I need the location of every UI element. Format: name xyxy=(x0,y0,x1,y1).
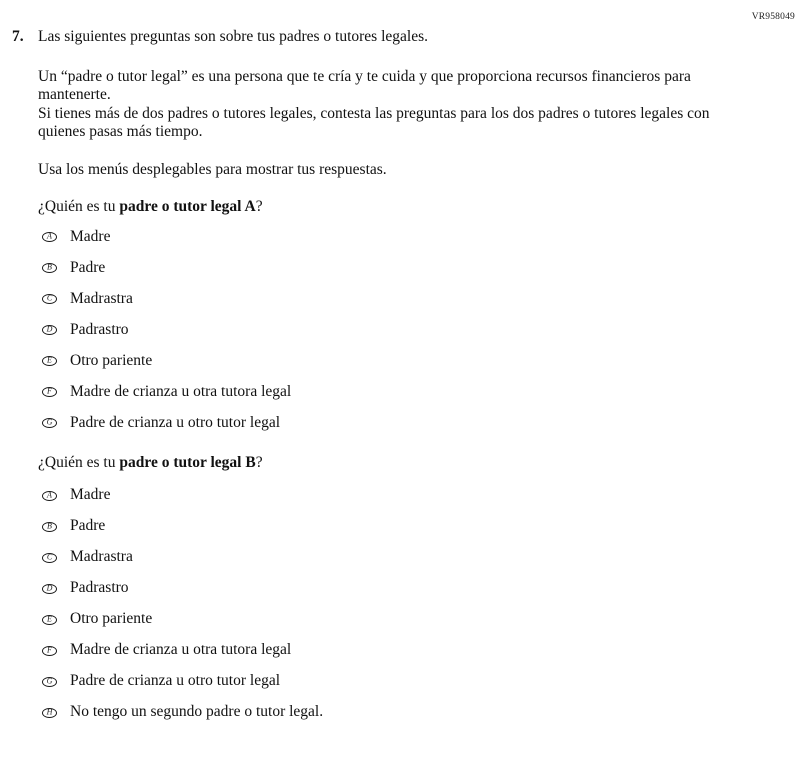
option-letter: B xyxy=(47,521,52,530)
option-bubble[interactable] xyxy=(42,646,57,656)
option-bubble[interactable] xyxy=(42,584,57,594)
subquestion-b-options xyxy=(38,480,733,728)
option-letter: C xyxy=(46,293,53,303)
option-letter: F xyxy=(47,645,52,654)
dropdown-instruction: Usa los menús desplegables para mostrar tus respuestas. xyxy=(38,160,387,178)
option-letter: A xyxy=(47,231,52,241)
option-label: Madre de crianza u otra tutora legal xyxy=(70,641,292,659)
option-bubble[interactable] xyxy=(42,325,57,335)
question-header xyxy=(12,28,751,47)
option-row[interactable] xyxy=(38,253,733,284)
option-row[interactable] xyxy=(38,542,733,573)
prompt-a-suffix: ? xyxy=(255,198,263,215)
question-number: 7. xyxy=(12,28,24,45)
option-bubble[interactable] xyxy=(42,615,57,625)
option-bubble[interactable] xyxy=(42,232,57,242)
subquestion-a-prompt xyxy=(38,198,733,217)
option-letter: A xyxy=(47,490,52,499)
option-label: No tengo un segundo padre o tutor legal. xyxy=(70,703,324,721)
option-label: Otro pariente xyxy=(70,610,153,628)
subquestion-b-prompt xyxy=(38,454,733,473)
note-text: Si tienes más de dos padres o tutores legales, contesta las preguntas para los dos padres o tutores legales con quienes pasas más tiempo. xyxy=(38,104,710,140)
option-row[interactable] xyxy=(38,697,733,728)
option-row[interactable] xyxy=(38,284,733,315)
option-label: Padre xyxy=(70,258,106,276)
option-label: Madre xyxy=(70,227,111,245)
option-label: Padrastro xyxy=(70,579,129,597)
option-letter: H xyxy=(46,707,53,716)
option-letter: B xyxy=(47,262,52,272)
option-bubble[interactable] xyxy=(42,522,57,532)
option-row[interactable] xyxy=(38,573,733,604)
option-letter: D xyxy=(46,583,53,592)
option-letter: C xyxy=(46,552,53,561)
prompt-a-prefix: ¿Quién es tu xyxy=(38,198,120,215)
option-row[interactable] xyxy=(38,480,733,511)
option-label: Padrastro xyxy=(70,320,129,338)
option-label: Otro pariente xyxy=(70,351,153,369)
definition-text: Un “padre o tutor legal” es una persona que te cría y te cuida y que proporciona recursos financieros para mantenerte. xyxy=(38,67,691,103)
question-body xyxy=(38,68,733,729)
prompt-b-prefix: ¿Quién es tu xyxy=(38,453,120,471)
option-label: Madrastra xyxy=(70,289,133,307)
option-bubble[interactable] xyxy=(42,387,57,397)
option-letter: G xyxy=(46,417,53,427)
option-bubble[interactable] xyxy=(42,553,57,563)
option-label: Madre de crianza u otra tutora legal xyxy=(70,382,292,400)
question-intro: Las siguientes preguntas son sobre tus padres o tutores legales. xyxy=(38,28,428,45)
option-row[interactable] xyxy=(38,408,733,439)
option-bubble[interactable] xyxy=(42,294,57,304)
option-row[interactable] xyxy=(38,377,733,408)
option-letter: E xyxy=(47,355,52,365)
option-row[interactable] xyxy=(38,346,733,377)
prompt-a-bold: padre o tutor legal A xyxy=(119,198,256,215)
option-bubble[interactable] xyxy=(42,491,57,501)
option-bubble[interactable] xyxy=(42,356,57,366)
option-label: Madre xyxy=(70,486,111,504)
option-row[interactable] xyxy=(38,511,733,542)
option-bubble[interactable] xyxy=(42,677,57,687)
option-row[interactable] xyxy=(38,666,733,697)
option-label: Madrastra xyxy=(70,548,133,566)
option-letter: F xyxy=(47,386,52,396)
option-letter: G xyxy=(46,676,53,685)
option-label: Padre de crianza u otro tutor legal xyxy=(70,413,281,431)
definition-paragraph xyxy=(38,68,733,142)
option-row[interactable] xyxy=(38,635,733,666)
option-row[interactable] xyxy=(38,222,733,253)
option-letter: E xyxy=(47,614,52,623)
option-bubble[interactable] xyxy=(42,263,57,273)
option-letter: D xyxy=(46,324,53,334)
subquestion-a-options xyxy=(38,222,733,439)
form-code: VR958049 xyxy=(751,12,795,22)
option-bubble[interactable] xyxy=(42,708,57,718)
option-bubble[interactable] xyxy=(42,418,57,428)
option-label: Padre xyxy=(70,517,106,535)
prompt-b-suffix: ? xyxy=(255,453,263,471)
prompt-b-bold: padre o tutor legal B xyxy=(119,453,256,471)
option-row[interactable] xyxy=(38,604,733,635)
option-label: Padre de crianza u otro tutor legal xyxy=(70,672,281,690)
option-row[interactable] xyxy=(38,315,733,346)
